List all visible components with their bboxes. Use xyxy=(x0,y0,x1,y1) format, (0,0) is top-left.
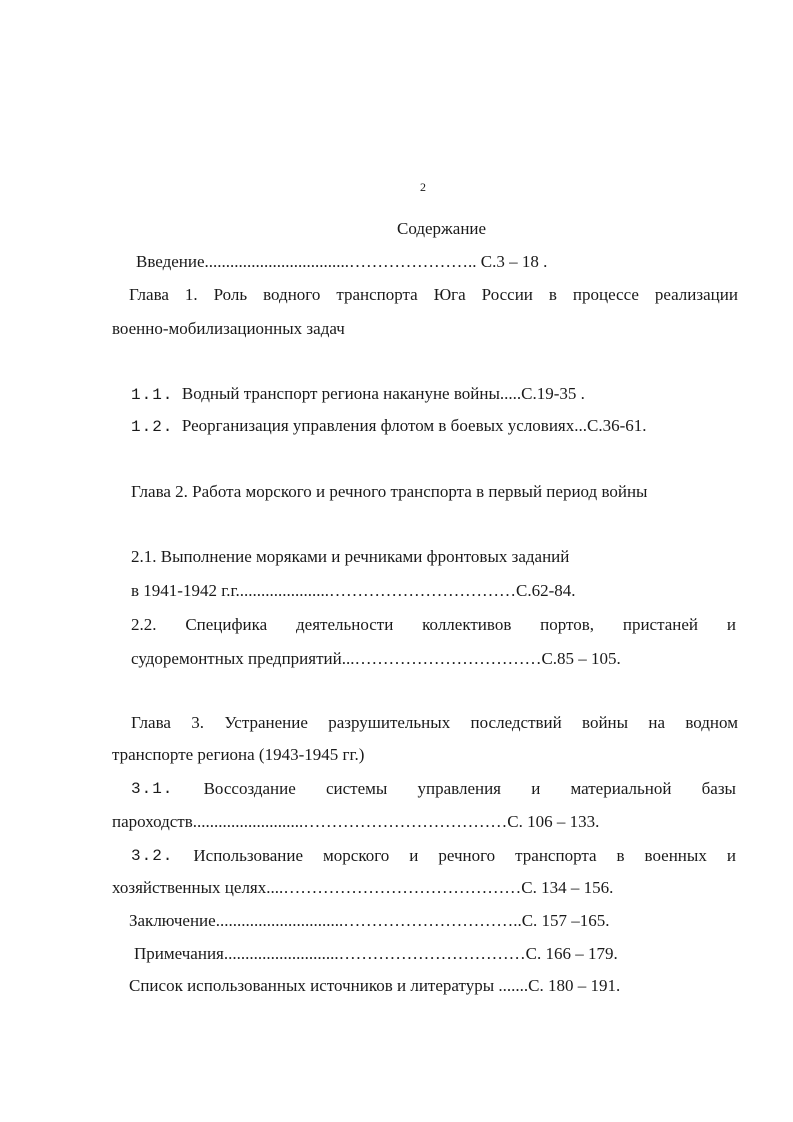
toc-word: материальной xyxy=(570,779,672,798)
toc-word: в xyxy=(616,846,625,865)
toc-word: процессе xyxy=(572,285,639,304)
toc-word: войны xyxy=(582,713,629,732)
section-text: Водный транспорт региона накануне войны.....С.19-35 . xyxy=(181,384,585,403)
toc-word: последствий xyxy=(470,713,562,732)
section-text: Реорганизация управления флотом в боевых условиях...С.36-61. xyxy=(181,416,647,435)
toc-word: портов, xyxy=(540,615,595,634)
page-title: Содержание xyxy=(397,219,487,238)
toc-word: Специфика xyxy=(185,615,268,634)
toc-word: базы xyxy=(701,779,736,798)
toc-word: транспорта xyxy=(336,285,418,304)
toc-word: водном xyxy=(685,713,738,732)
toc-word: системы xyxy=(325,779,388,798)
toc-section-3-1-cont: пароходств..........................………………………………С. 106 – 133. xyxy=(112,812,600,831)
toc-word: Глава xyxy=(131,713,171,732)
toc-word: военных xyxy=(644,846,707,865)
toc-word: реализации xyxy=(654,285,738,304)
toc-section-2-2 xyxy=(131,614,736,636)
toc-word: деятельности xyxy=(296,615,394,634)
toc-word: речного xyxy=(438,846,496,865)
toc-word: и xyxy=(726,846,736,865)
toc-word: и xyxy=(726,615,736,634)
toc-word: Юга xyxy=(433,285,466,304)
toc-notes: Примечания...........................……………………………С. 166 – 179. xyxy=(134,944,618,963)
toc-word: Глава xyxy=(129,285,169,304)
toc-word: Воссоздание xyxy=(203,779,296,798)
section-number: 3.1. xyxy=(131,780,174,798)
toc-word: Использование xyxy=(193,846,304,865)
toc-word: разрушительных xyxy=(328,713,451,732)
toc-intro: Введение..................................………………….. С.3 – 18 . xyxy=(136,252,548,271)
toc-word: управления xyxy=(417,779,502,798)
page-number: 2 xyxy=(420,180,426,194)
toc-word: России xyxy=(481,285,533,304)
toc-section-2-1: 2.1. Выполнение моряками и речниками фронтовых заданий xyxy=(131,547,570,566)
toc-word: коллективов xyxy=(422,615,512,634)
toc-word: водного xyxy=(263,285,321,304)
toc-section-3-1 xyxy=(131,778,736,800)
toc-section-2-1-cont: в 1941-1942 г.г......................……………………………С.62-84. xyxy=(131,581,576,600)
toc-conclusion: Заключение..............................…………………………..С. 157 –165. xyxy=(129,911,610,930)
toc-word: пристаней xyxy=(622,615,699,634)
toc-word: на xyxy=(648,713,666,732)
toc-section-1-2 xyxy=(131,415,647,438)
toc-word: 1. xyxy=(184,285,198,304)
section-number: 3.2. xyxy=(131,847,174,865)
toc-section-2-2-cont: судоремонтных предприятий...……………………………С.85 – 105. xyxy=(131,649,621,668)
toc-word: 2.2. xyxy=(131,615,157,634)
toc-chapter1-heading xyxy=(129,284,738,306)
toc-word: в xyxy=(548,285,557,304)
toc-section-3-2-cont: хозяйственных целях....……………………………………С. 134 – 156. xyxy=(112,878,614,897)
toc-word: 3. xyxy=(191,713,204,732)
toc-word: транспорта xyxy=(515,846,597,865)
section-number: 1.2. xyxy=(131,418,174,436)
toc-chapter2-heading: Глава 2. Работа морского и речного транспорта в первый период войны xyxy=(131,482,648,501)
toc-sources: Список использованных источников и литературы .......С. 180 – 191. xyxy=(129,976,621,995)
toc-word: морского xyxy=(323,846,390,865)
toc-section-3-2 xyxy=(131,845,736,867)
toc-chapter1-heading-cont: военно-мобилизационных задач xyxy=(112,319,345,338)
toc-word: и xyxy=(531,779,541,798)
toc-chapter3-heading xyxy=(131,712,738,734)
toc-word: и xyxy=(409,846,419,865)
toc-word: Устранение xyxy=(224,713,308,732)
toc-chapter3-heading-cont: транспорте региона (1943-1945 гг.) xyxy=(112,745,365,764)
toc-word: Роль xyxy=(213,285,248,304)
section-number: 1.1. xyxy=(131,386,174,404)
toc-section-1-1 xyxy=(131,383,585,406)
